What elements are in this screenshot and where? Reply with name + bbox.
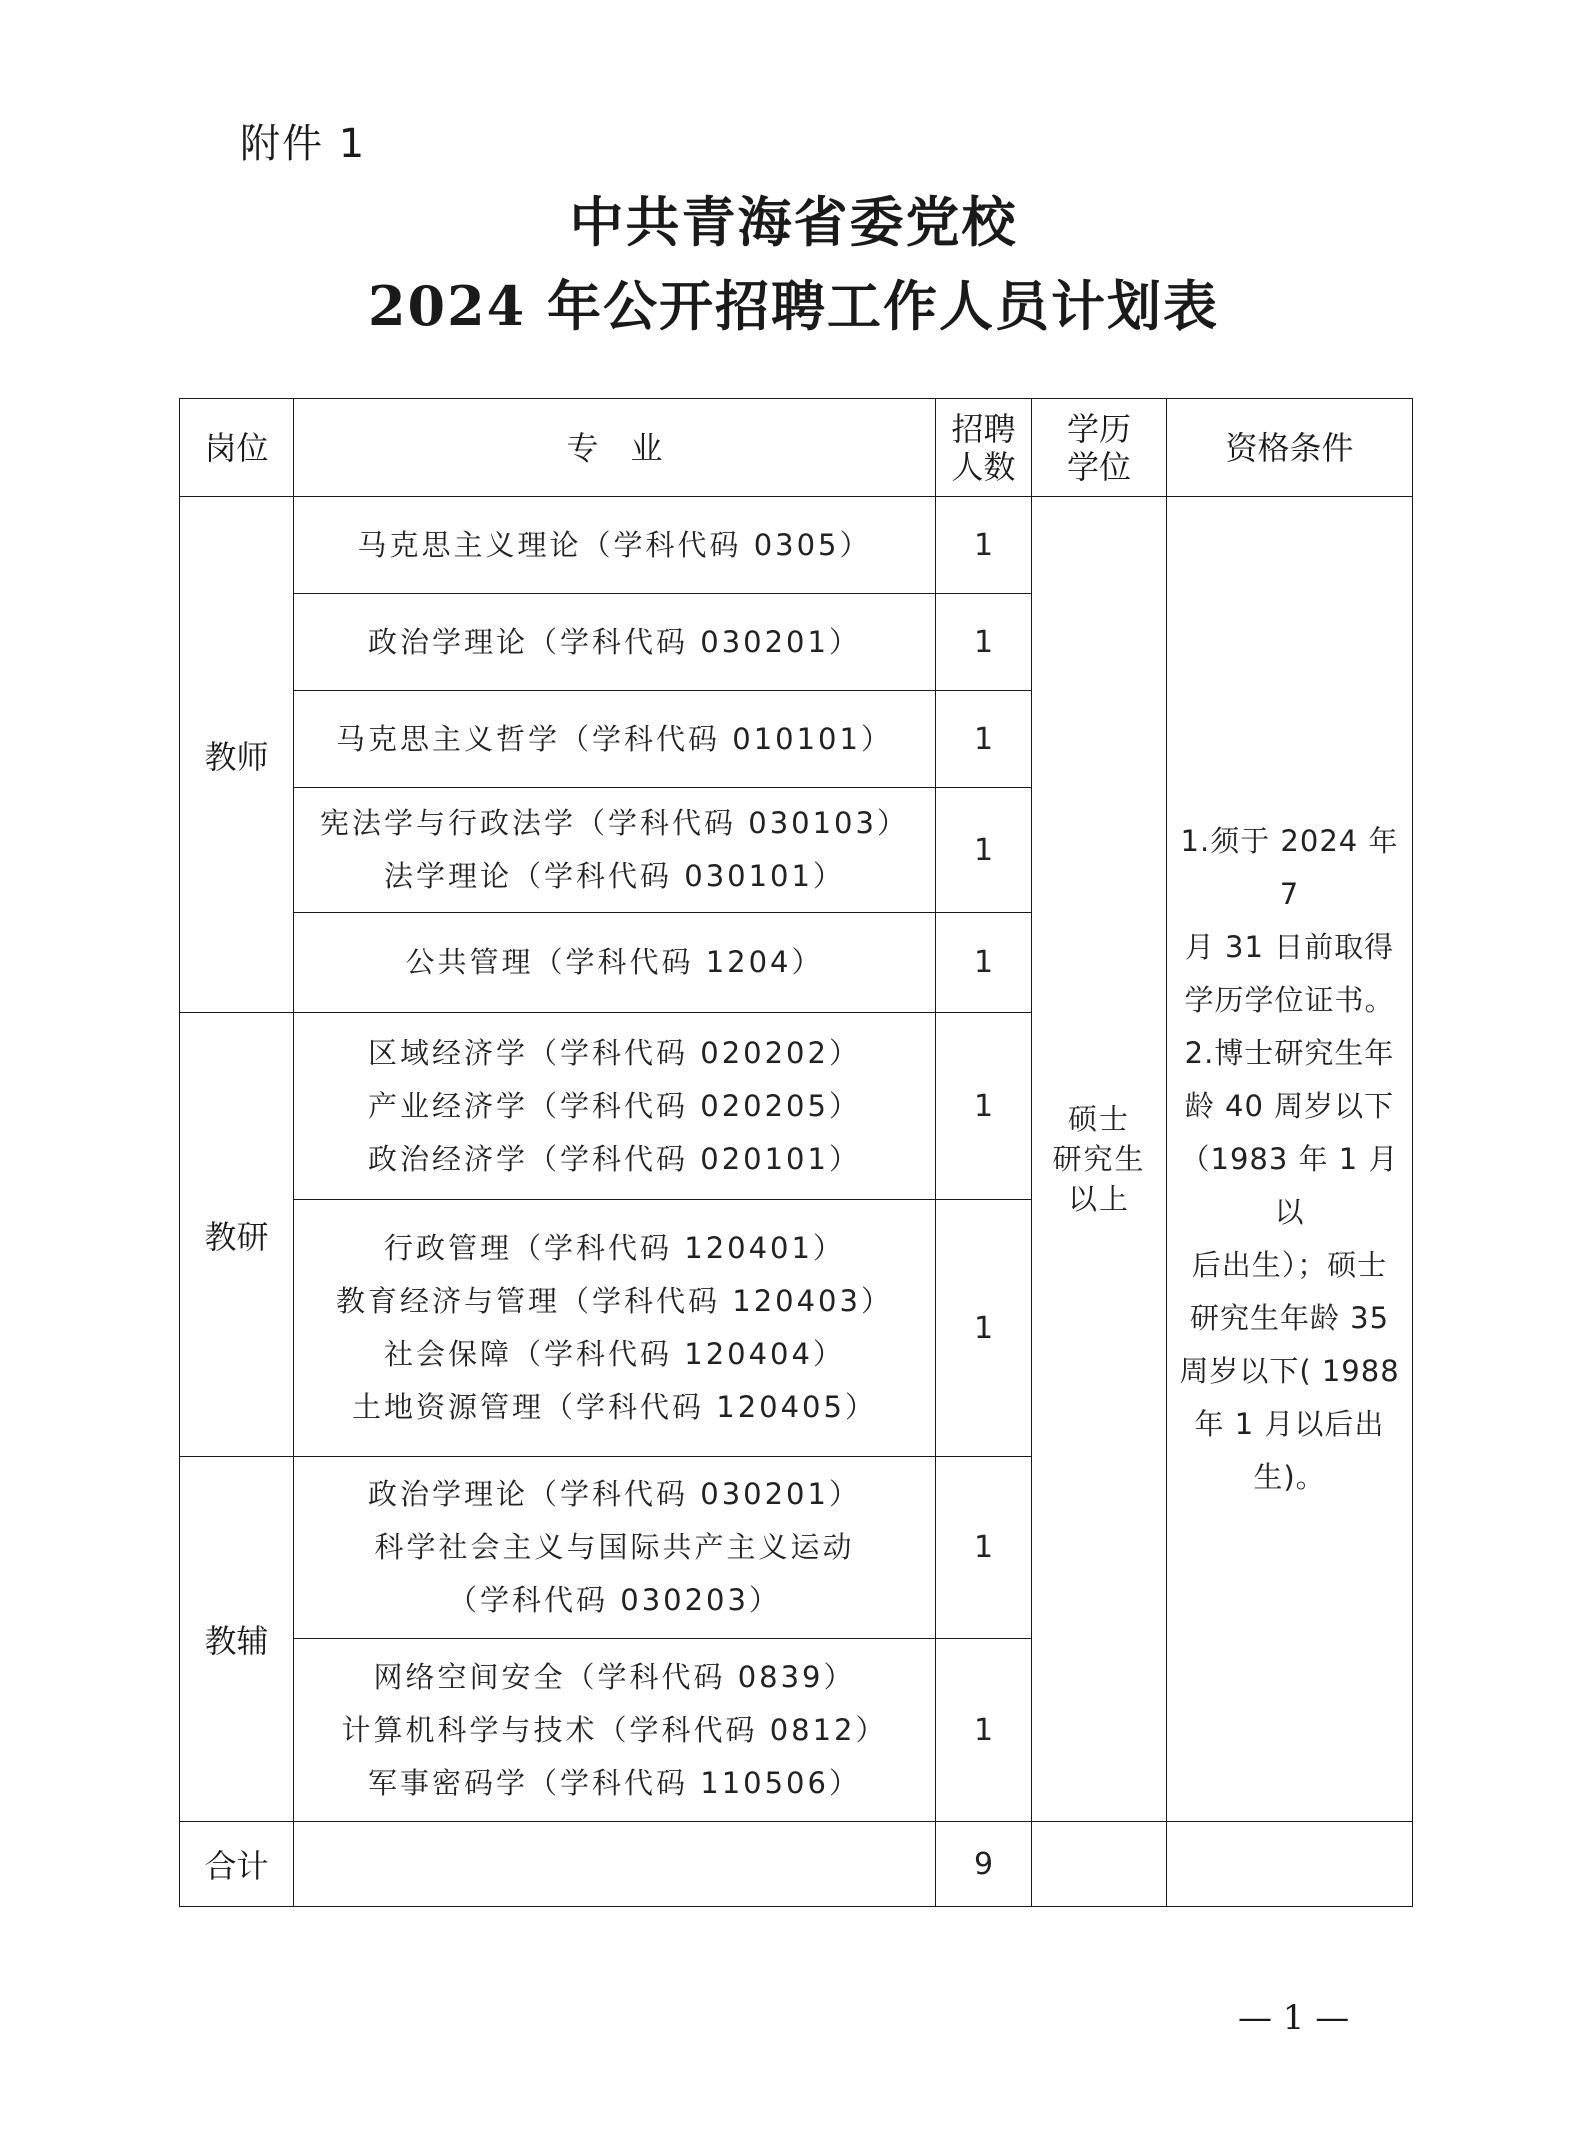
major-line: 宪法学与行政法学（学科代码 030103） (320, 806, 909, 840)
count-cell: 1 (936, 1639, 1032, 1822)
major-line: 公共管理（学科代码 1204） (405, 945, 824, 979)
post-cell: 教师 (180, 497, 294, 1013)
total-requirements-cell (1167, 1822, 1413, 1907)
requirement-line: （1983 年 1 月以 (1180, 1141, 1399, 1229)
count-cell: 1 (936, 691, 1032, 788)
major-cell (294, 1200, 936, 1457)
header-requirements: 资格条件 (1167, 399, 1413, 497)
count-cell: 1 (936, 1013, 1032, 1200)
header-count-line: 招聘 (951, 409, 1016, 448)
degree-line: 研究生 (1052, 1142, 1146, 1176)
post-cell: 教辅 (180, 1457, 294, 1822)
requirement-line: 后出生）；硕士 (1191, 1247, 1388, 1282)
requirement-line: 研究生年龄 35 (1189, 1300, 1390, 1335)
requirement-line: 学历学位证书。 (1184, 982, 1395, 1017)
major-line: 网络空间安全（学科代码 0839） (373, 1659, 856, 1694)
header-post: 岗位 (180, 399, 294, 497)
major-line: 科学社会主义与国际共产主义运动 (374, 1530, 855, 1564)
major-line: （学科代码 030203） (448, 1583, 781, 1617)
header-degree-line: 学位 (1066, 447, 1131, 486)
requirement-line: 年 1 月以后出 (1194, 1406, 1385, 1441)
count-cell: 1 (936, 497, 1032, 594)
requirements-cell (1167, 497, 1413, 1822)
major-cell (294, 691, 936, 788)
header-degree-line: 学历 (1066, 409, 1131, 448)
major-cell (294, 497, 936, 594)
header-count-line: 人数 (951, 447, 1016, 486)
major-line: 教育经济与管理（学科代码 120403） (336, 1284, 893, 1318)
major-line: 行政管理（学科代码 120401） (384, 1231, 845, 1265)
requirement-line: 龄 40 周岁以下 (1184, 1088, 1395, 1123)
major-cell (294, 913, 936, 1013)
major-line: 政治学理论（学科代码 030201） (368, 1477, 861, 1511)
count-cell: 1 (936, 1200, 1032, 1457)
degree-line: 硕士 (1067, 1102, 1130, 1136)
major-line: 马克思主义理论（学科代码 0305） (357, 527, 872, 562)
major-line: 政治学理论（学科代码 030201） (368, 624, 861, 659)
degree-cell (1032, 497, 1167, 1822)
count-cell: 1 (936, 594, 1032, 691)
major-line: 区域经济学（学科代码 020202） (368, 1035, 861, 1070)
major-line: 产业经济学（学科代码 020205） (368, 1088, 861, 1123)
total-row (180, 1822, 1413, 1907)
header-count (936, 399, 1032, 497)
recruitment-plan-table (179, 398, 1413, 1907)
major-line: 计算机科学与技术（学科代码 0812） (341, 1712, 888, 1747)
table-row (180, 497, 1413, 594)
major-line: 政治经济学（学科代码 020101） (368, 1141, 861, 1176)
attachment-label: 附件 1 (240, 121, 367, 167)
degree-line: 以上 (1067, 1182, 1130, 1216)
table-header-row (180, 399, 1413, 497)
requirement-line: 生)。 (1253, 1459, 1326, 1494)
total-count: 9 (936, 1822, 1032, 1907)
major-cell (294, 594, 936, 691)
document-title-line-2: 2024 年公开招聘工作人员计划表 (367, 274, 1220, 338)
major-line: 社会保障（学科代码 120404） (384, 1337, 845, 1371)
major-cell (294, 1013, 936, 1200)
major-cell (294, 1639, 936, 1822)
total-label: 合计 (180, 1822, 294, 1907)
requirement-line: 月 31 日前取得 (1184, 929, 1395, 964)
post-cell: 教研 (180, 1013, 294, 1457)
total-major-cell (294, 1822, 936, 1907)
major-cell (294, 1457, 936, 1639)
count-cell: 1 (936, 913, 1032, 1013)
header-degree (1032, 399, 1167, 497)
requirement-line: 周岁以下( 1988 (1179, 1353, 1400, 1388)
count-cell: 1 (936, 1457, 1032, 1639)
document-title-line-1: 中共青海省委党校 (569, 190, 1018, 254)
total-degree-cell (1032, 1822, 1167, 1907)
major-line: 法学理论（学科代码 030101） (384, 859, 845, 893)
major-line: 土地资源管理（学科代码 120405） (352, 1390, 877, 1424)
major-line: 军事密码学（学科代码 110506） (368, 1765, 861, 1800)
requirement-line: 1.须于 2024 年 7 (1180, 823, 1399, 911)
count-cell: 1 (936, 788, 1032, 913)
page-number: — 1 — (1238, 1998, 1350, 2038)
requirement-line: 2.博士研究生年 (1184, 1035, 1395, 1070)
header-major: 专 业 (294, 399, 936, 497)
major-cell (294, 788, 936, 913)
major-line: 马克思主义哲学（学科代码 010101） (336, 721, 893, 756)
